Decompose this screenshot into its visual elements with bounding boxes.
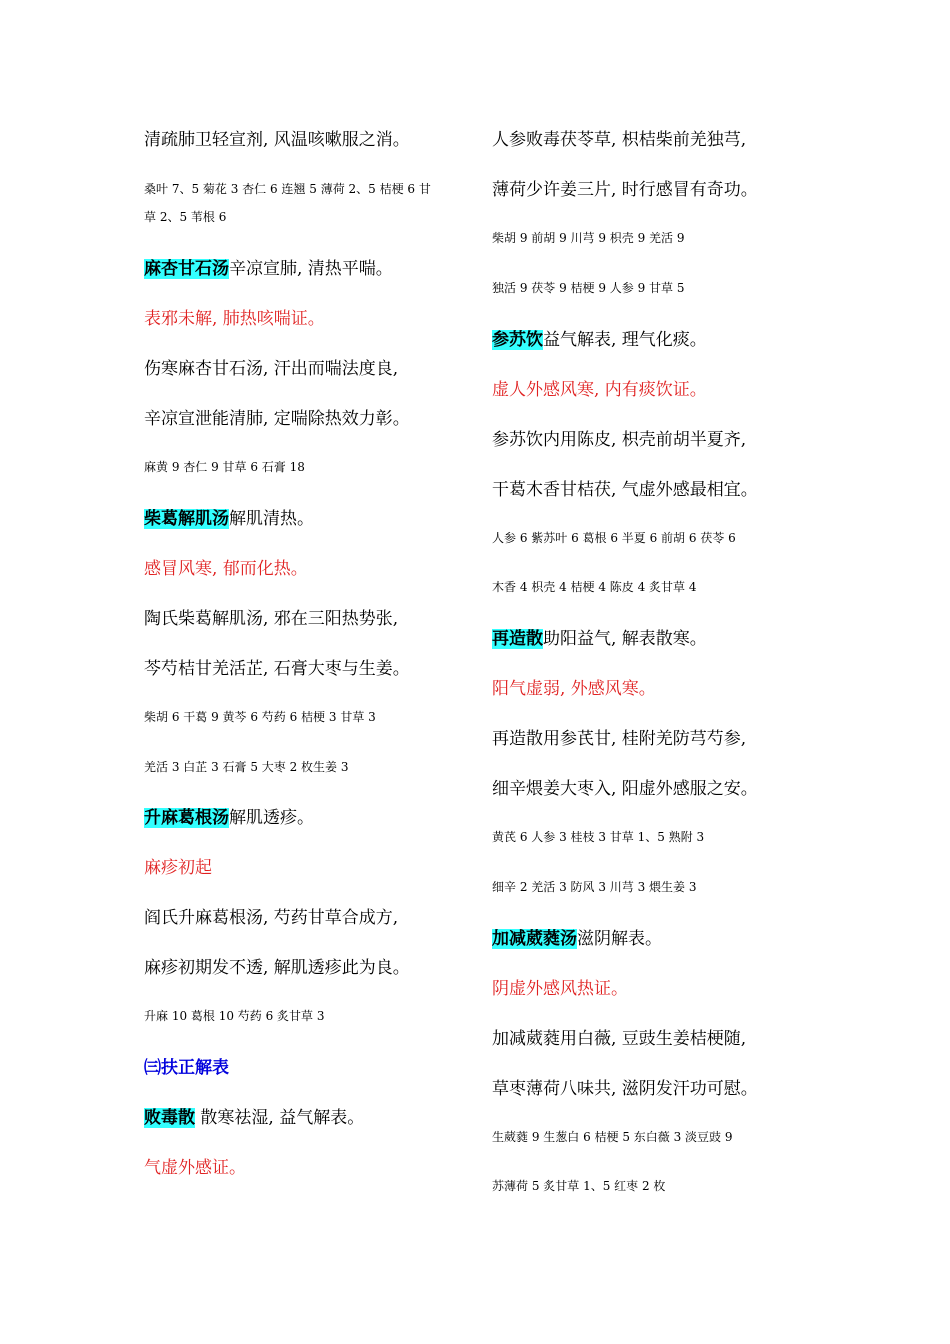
formula-effect: 辛凉宣肺, 清热平喘。	[229, 259, 393, 279]
dosage-line: 木香 4 枳壳 4 桔梗 4 陈皮 4 炙甘草 4	[492, 580, 697, 594]
formula-heading	[144, 504, 314, 529]
verse-line: 细辛煨姜大枣入, 阳虚外感服之安。	[492, 779, 758, 799]
formula-name: 柴葛解肌汤	[144, 509, 229, 529]
dosage-line: 柴胡 9 前胡 9 川芎 9 枳壳 9 羌活 9	[492, 231, 685, 245]
syndrome-line: 感冒风寒, 郁而化热。	[144, 559, 308, 579]
verse-line: 加减葳蕤用白薇, 豆豉生姜桔梗随,	[492, 1029, 747, 1049]
formula-effect: 解肌清热。	[229, 509, 314, 529]
formula-effect: 散寒祛湿, 益气解表。	[195, 1108, 365, 1128]
verse-line: 辛凉宣泄能清肺, 定喘除热效力彰。	[144, 409, 410, 429]
dosage-line: 人参 6 紫苏叶 6 葛根 6 半夏 6 前胡 6 茯苓 6	[492, 531, 736, 545]
formula-effect: 解肌透疹。	[229, 808, 314, 828]
dosage-line: 独活 9 茯苓 9 桔梗 9 人参 9 甘草 5	[492, 281, 685, 295]
formula-heading	[144, 803, 314, 828]
verse-line: 干葛木香甘桔茯, 气虚外感最相宜。	[492, 480, 758, 500]
verse-line: 陶氏柴葛解肌汤, 邪在三阳热势张,	[144, 609, 399, 629]
dosage-line: 草 2、5 苇根 6	[144, 210, 227, 224]
dosage-line: 细辛 2 羌活 3 防风 3 川芎 3 煨生姜 3	[492, 880, 697, 894]
formula-name: 麻杏甘石汤	[144, 259, 229, 279]
verse-line: 清疏肺卫轻宣剂, 风温咳嗽服之消。	[144, 130, 410, 150]
verse-line: 伤寒麻杏甘石汤, 汗出而喘法度良,	[144, 359, 399, 379]
formula-heading	[144, 1103, 364, 1128]
section-heading: ㈢扶正解表	[144, 1058, 229, 1078]
verse-line: 草枣薄荷八味共, 滋阴发汗功可慰。	[492, 1079, 758, 1099]
syndrome-line: 麻疹初起	[144, 858, 212, 878]
dosage-line: 苏薄荷 5 炙甘草 1、5 红枣 2 枚	[492, 1179, 666, 1193]
dosage-line: 黄芪 6 人参 3 桂枝 3 甘草 1、5 熟附 3	[492, 830, 705, 844]
syndrome-line: 气虚外感证。	[144, 1158, 246, 1178]
formula-name: 加减葳蕤汤	[492, 929, 577, 949]
dosage-line: 羌活 3 白芷 3 石膏 5 大枣 2 枚生姜 3	[144, 760, 349, 774]
formula-heading	[492, 624, 707, 649]
formula-name: 败毒散	[144, 1108, 195, 1128]
verse-line: 再造散用参芪甘, 桂附羌防芎芍参,	[492, 729, 747, 749]
verse-line: 参苏饮内用陈皮, 枳壳前胡半夏齐,	[492, 430, 747, 450]
formula-name: 再造散	[492, 629, 543, 649]
dosage-line: 升麻 10 葛根 10 芍药 6 炙甘草 3	[144, 1009, 325, 1023]
formula-effect: 益气解表, 理气化痰。	[543, 330, 707, 350]
verse-line: 麻疹初期发不透, 解肌透疹此为良。	[144, 958, 410, 978]
syndrome-line: 虚人外感风寒, 内有痰饮证。	[492, 380, 707, 400]
formula-heading	[144, 254, 393, 279]
verse-line: 薄荷少许姜三片, 时行感冒有奇功。	[492, 180, 758, 200]
formula-heading	[492, 924, 662, 949]
syndrome-line: 阴虚外感风热证。	[492, 979, 628, 999]
syndrome-line: 表邪未解, 肺热咳喘证。	[144, 309, 325, 329]
dosage-line: 柴胡 6 干葛 9 黄芩 6 芍药 6 桔梗 3 甘草 3	[144, 710, 376, 724]
dosage-line: 麻黄 9 杏仁 9 甘草 6 石膏 18	[144, 460, 305, 474]
formula-name: 升麻葛根汤	[144, 808, 229, 828]
dosage-line: 桑叶 7、5 菊花 3 杏仁 6 连翘 5 薄荷 2、5 桔梗 6 甘	[144, 182, 431, 196]
verse-line: 人参败毒茯苓草, 枳桔柴前羌独芎,	[492, 130, 747, 150]
formula-effect: 滋阴解表。	[577, 929, 662, 949]
formula-name: 参苏饮	[492, 330, 543, 350]
verse-line: 阎氏升麻葛根汤, 芍药甘草合成方,	[144, 908, 399, 928]
dosage-line: 生葳蕤 9 生葱白 6 桔梗 5 东白薇 3 淡豆豉 9	[492, 1130, 733, 1144]
verse-line: 芩芍桔甘羌活芷, 石膏大枣与生姜。	[144, 659, 410, 679]
syndrome-line: 阳气虚弱, 外感风寒。	[492, 679, 656, 699]
formula-heading	[492, 325, 707, 350]
formula-effect: 助阳益气, 解表散寒。	[543, 629, 707, 649]
